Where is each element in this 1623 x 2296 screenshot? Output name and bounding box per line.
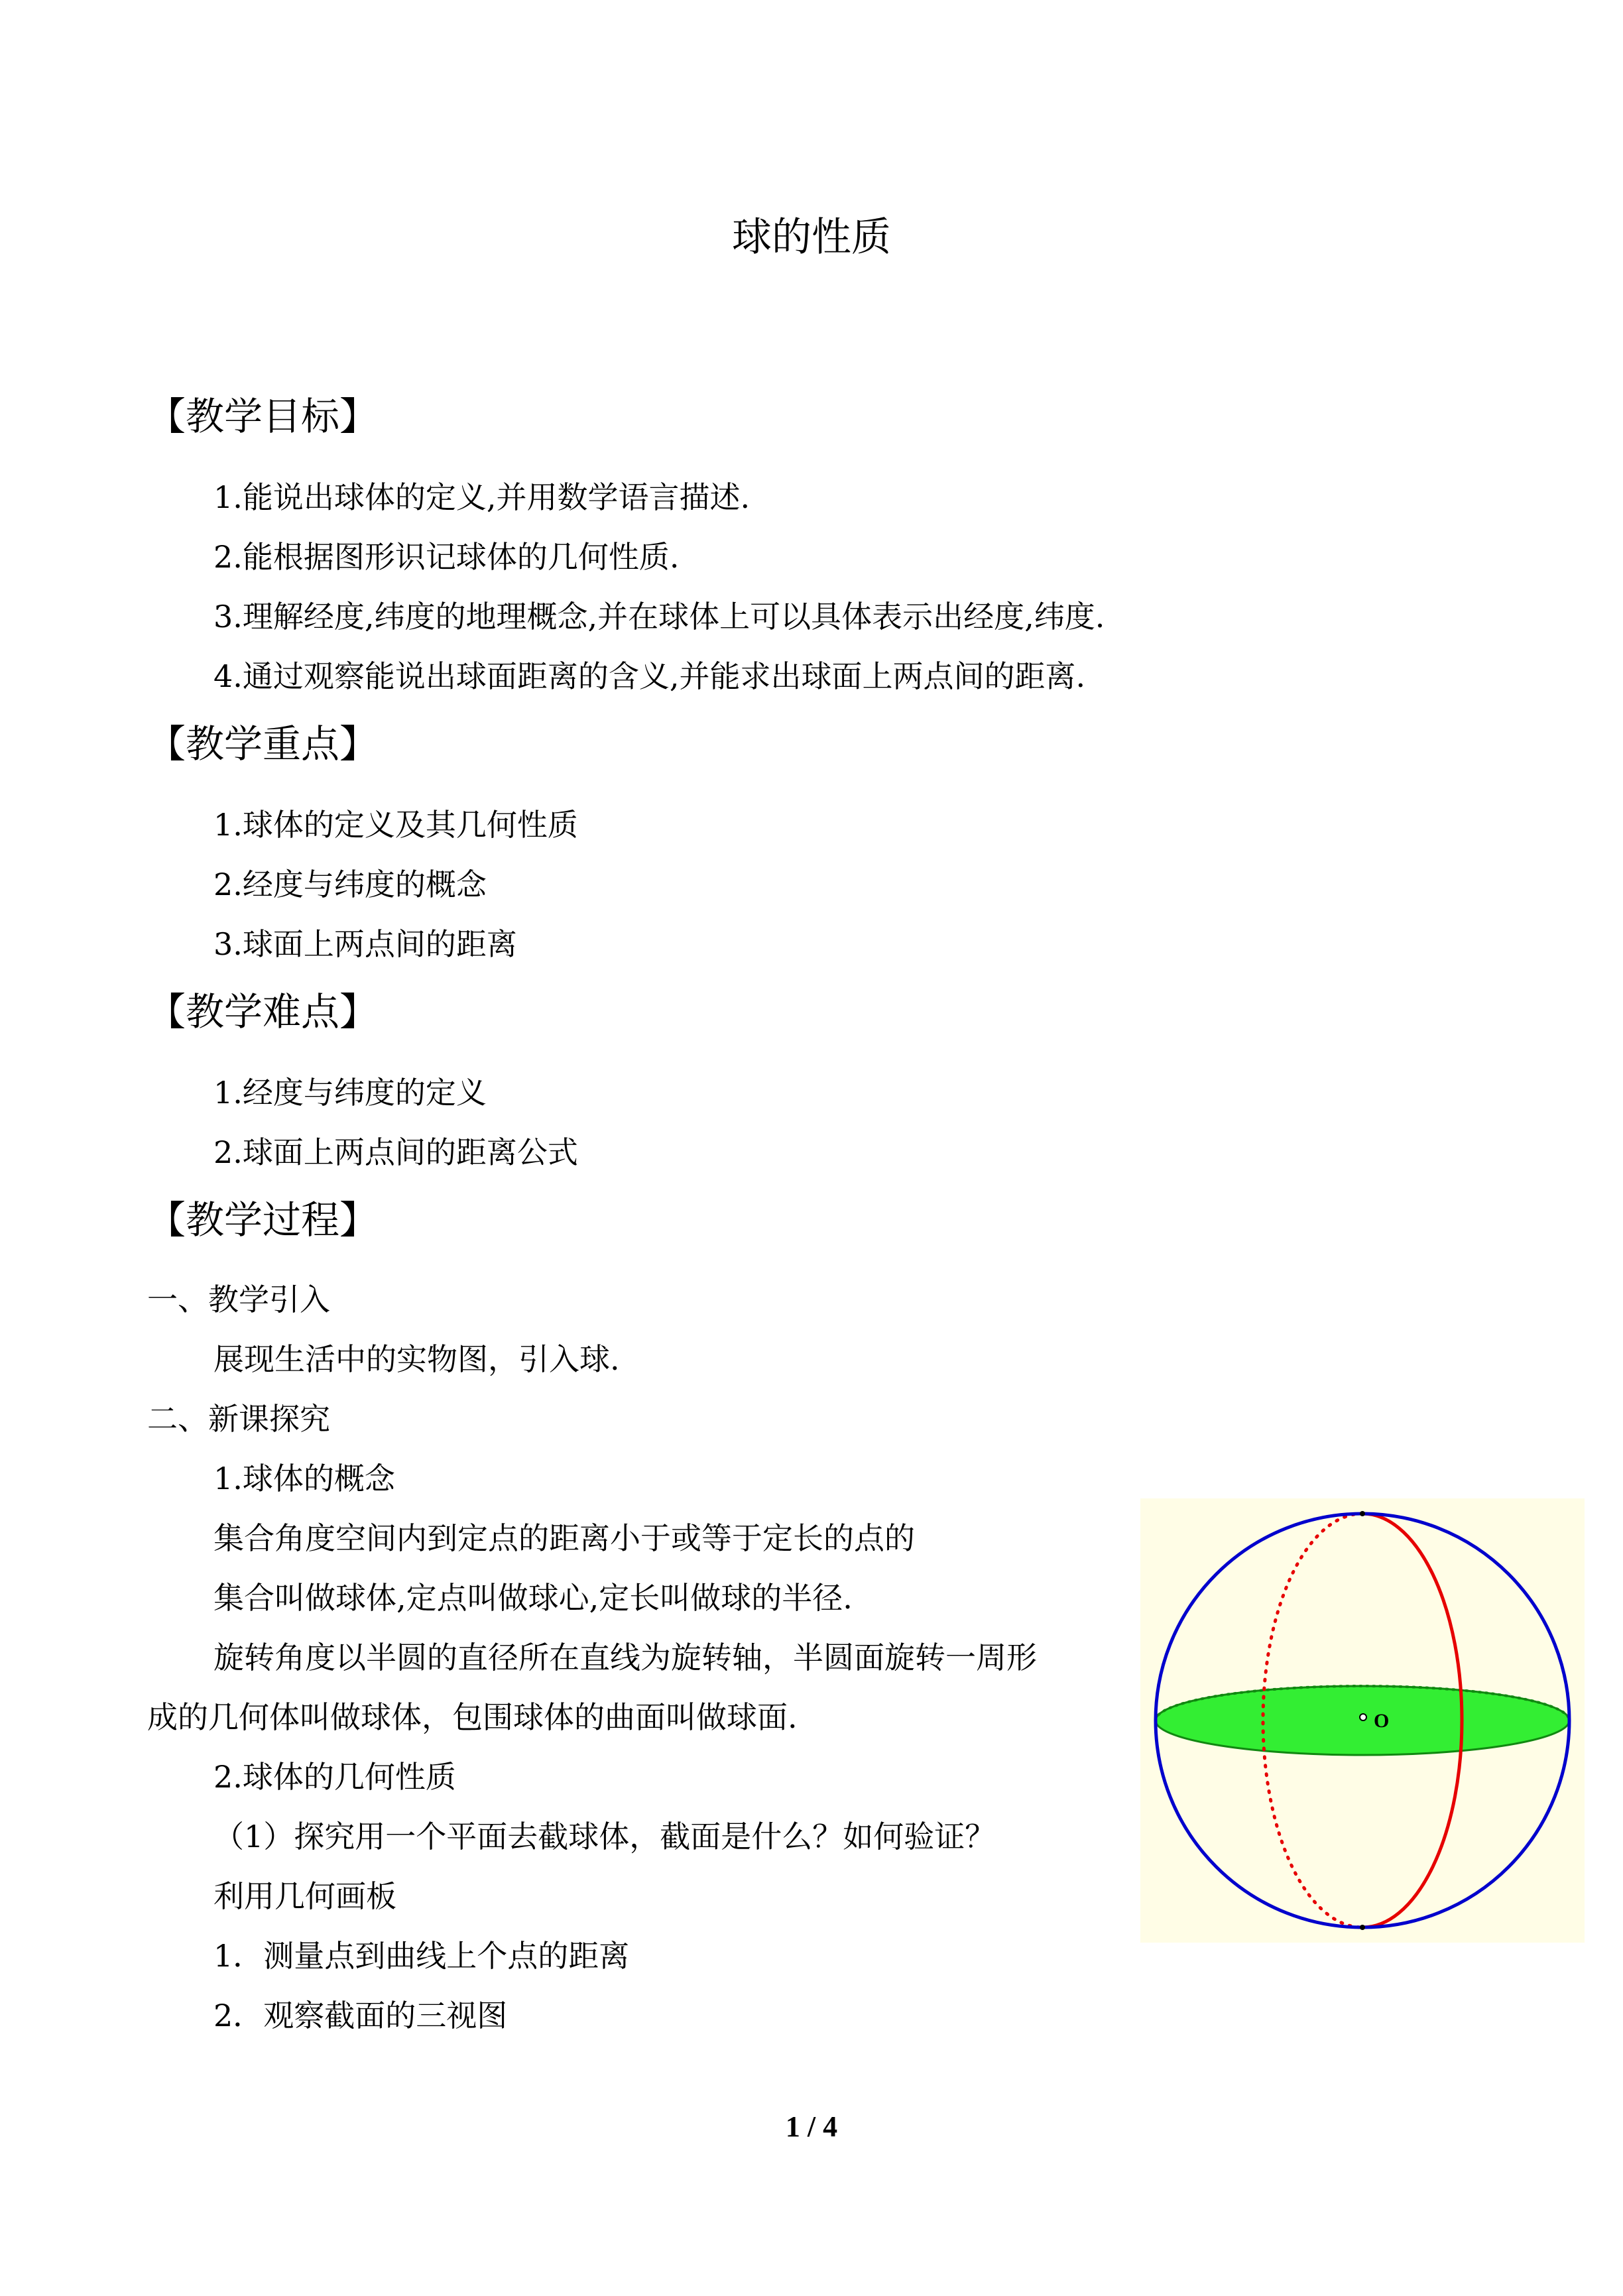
step-item: 2．观察截面的三视图 <box>213 1998 508 2033</box>
concept-line: 集合叫做球体,定点叫做球心,定长叫做球的半径. <box>213 1580 853 1616</box>
south-pole-point <box>1360 1925 1365 1930</box>
key-point-item: 2.经度与纬度的概念 <box>213 867 487 902</box>
concept-line: 集合角度空间内到定点的距离小于或等于定长的点的 <box>213 1520 915 1556</box>
difficulty-item: 2.球面上两点间的距离公式 <box>213 1134 578 1170</box>
part1-text: 展现生活中的实物图，引入球. <box>213 1341 620 1377</box>
objective-item: 3.理解经度,纬度的地理概念,并在球体上可以具体表示出经度,纬度. <box>213 599 1105 634</box>
key-point-item: 3.球面上两点间的距离 <box>213 926 517 962</box>
sphere-diagram <box>1140 1498 1585 1943</box>
difficulty-item: 1.经度与纬度的定义 <box>213 1075 487 1111</box>
concept-line: 旋转角度以半圆的直径所在直线为旋转轴，半圆面旋转一周形 <box>213 1640 1037 1675</box>
objective-item: 1.能说出球体的定义,并用数学语言描述. <box>213 479 751 515</box>
objectives-heading: 【教学目标】 <box>147 394 379 439</box>
objective-item: 4.通过观察能说出球面距离的含义,并能求出球面上两点间的距离. <box>213 658 1086 694</box>
page-number: 1 / 4 <box>785 2110 838 2143</box>
center-point <box>1360 1714 1366 1721</box>
key-point-item: 1.球体的定义及其几何性质 <box>213 807 578 843</box>
key-points-heading: 【教学重点】 <box>147 721 379 766</box>
step-item: 1．测量点到曲线上个点的距离 <box>213 1938 630 1974</box>
concept-line: 成的几何体叫做球体，包围球体的曲面叫做球面. <box>147 1699 798 1735</box>
property-title: 2.球体的几何性质 <box>213 1759 456 1795</box>
part2-title: 二、新课探究 <box>147 1401 330 1437</box>
sphere-figure <box>1140 1498 1585 1943</box>
difficulties-heading: 【教学难点】 <box>147 989 379 1034</box>
process-heading: 【教学过程】 <box>147 1197 379 1242</box>
concept-title: 1.球体的概念 <box>213 1461 395 1496</box>
north-pole-point <box>1360 1511 1365 1516</box>
center-label: O <box>1374 1710 1390 1732</box>
part1-title: 一、教学引入 <box>147 1282 330 1317</box>
objective-item: 2.能根据图形识记球体的几何性质. <box>213 539 680 575</box>
page-title: 球的性质 <box>732 214 891 261</box>
tool-text: 利用几何画板 <box>213 1878 396 1914</box>
question-text: （1）探究用一个平面去截球体，截面是什么？如何验证？ <box>213 1819 996 1854</box>
